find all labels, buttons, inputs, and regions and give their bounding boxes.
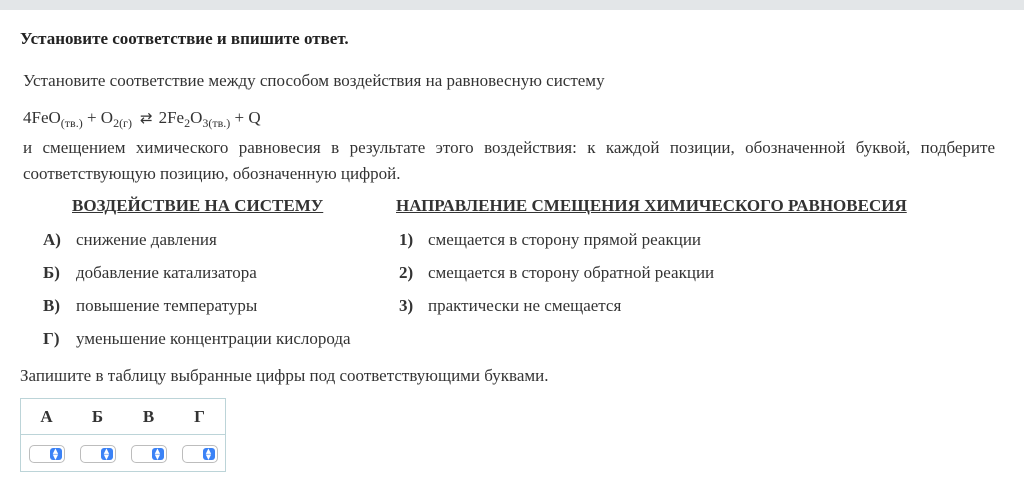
eq-right1-sub1: 2 xyxy=(184,116,191,130)
right-item-label: 3) xyxy=(399,296,414,315)
eq-right1-sub2: 3(тв.) xyxy=(202,116,231,130)
left-item-text: снижение давления xyxy=(76,230,217,249)
right-item xyxy=(399,296,621,316)
answer-column-a: А xyxy=(40,407,53,426)
answer-cell xyxy=(123,445,174,463)
select-stepper-icon: ▲ ▼ xyxy=(152,448,164,460)
select-stepper-icon: ▲ ▼ xyxy=(203,448,215,460)
answer-table xyxy=(20,398,226,472)
eq-plus2: + Q xyxy=(230,108,261,127)
right-item xyxy=(399,230,701,250)
left-item xyxy=(43,230,217,250)
answer-column-b: Б xyxy=(91,407,104,426)
eq-left1-sub: (тв.) xyxy=(60,116,83,130)
left-item-text: добавление катализатора xyxy=(76,263,257,282)
right-column-header: НАПРАВЛЕНИЕ СМЕЩЕНИЯ ХИМИЧЕСКОГО РАВНОВЕСИЯ xyxy=(396,196,907,215)
task-heading: Установите соответствие и впишите ответ. xyxy=(20,29,349,48)
select-stepper-icon: ▲ ▼ xyxy=(50,448,62,460)
left-item xyxy=(43,329,351,349)
eq-plus1: + O xyxy=(82,108,114,127)
task-intro: Установите соответствие между способом воздействия на равновесную систему xyxy=(23,71,605,90)
select-stepper-icon: ▲ ▼ xyxy=(101,448,113,460)
eq-right1: 2Fe xyxy=(158,108,185,127)
eq-left1: 4FeO xyxy=(23,108,61,127)
answer-cell xyxy=(174,445,225,463)
left-item-label: Г) xyxy=(43,329,60,348)
reaction-equation xyxy=(23,108,261,131)
right-item-text: практически не смещается xyxy=(428,296,622,315)
top-bar xyxy=(0,0,1024,10)
left-item xyxy=(43,296,257,316)
eq-left2-sub: 2(г) xyxy=(113,116,132,130)
answer-select-g[interactable] xyxy=(182,445,218,463)
answer-select-b[interactable] xyxy=(80,445,116,463)
right-item-text: смещается в сторону прямой реакции xyxy=(428,230,702,249)
right-item-label: 2) xyxy=(399,263,414,282)
right-item-text: смещается в сторону обратной реакции xyxy=(428,263,715,282)
answer-column-v: В xyxy=(142,407,155,426)
left-item-label: Б) xyxy=(43,263,60,282)
answer-select-v[interactable] xyxy=(131,445,167,463)
answer-select-row xyxy=(21,435,225,472)
answer-cell xyxy=(21,445,72,463)
right-item-label: 1) xyxy=(399,230,414,249)
left-item-label: А) xyxy=(43,230,61,249)
task-description: и смещением химического равновесия в результате этого воздействия: к каждой позиции, обозначенной буквой, подберите соответствующую позицию, обозначенную цифрой. xyxy=(23,138,995,183)
left-item-text: уменьшение концентрации кислорода xyxy=(76,329,351,348)
equilibrium-arrows-icon: ⇄ xyxy=(139,109,153,127)
eq-right1-mid: O xyxy=(190,108,203,127)
right-item xyxy=(399,263,714,283)
answer-table-header xyxy=(21,399,225,435)
left-item xyxy=(43,263,257,283)
left-item-label: В) xyxy=(43,296,60,315)
left-column-header: ВОЗДЕЙСТВИЕ НА СИСТЕМУ xyxy=(72,196,324,215)
answer-column-g: Г xyxy=(194,407,205,426)
answer-instruction: Запишите в таблицу выбранные цифры под соответствующими буквами. xyxy=(20,366,549,385)
answer-cell xyxy=(72,445,123,463)
left-item-text: повышение температуры xyxy=(76,296,258,315)
answer-select-a[interactable] xyxy=(29,445,65,463)
